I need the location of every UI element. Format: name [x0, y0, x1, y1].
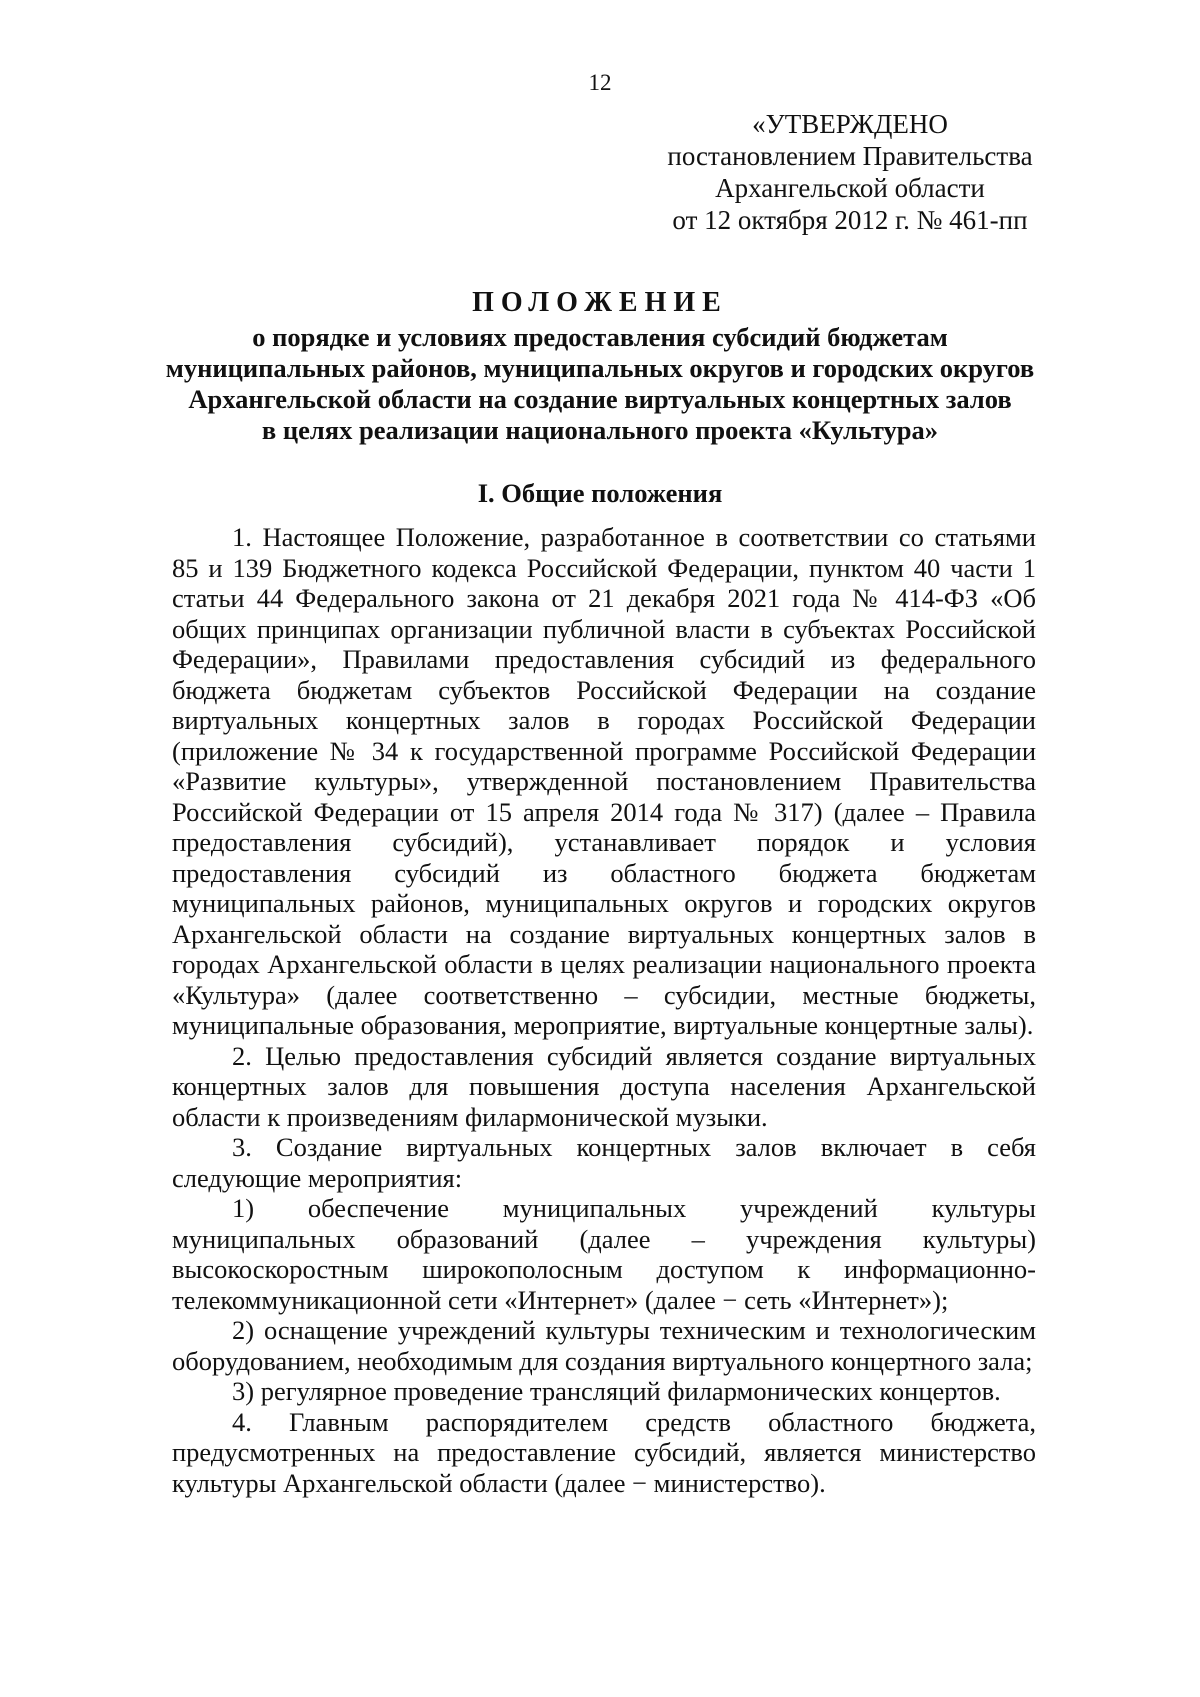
paragraph-3: 3. Создание виртуальных концертных залов включает в себя следующие мероприятия:	[172, 1132, 1036, 1193]
paragraph-2: 2. Целью предоставления субсидий является создание виртуальных концертных залов для повышения доступа населения Архангельской области к произведениям филармонической музыки.	[172, 1040, 1036, 1132]
approval-line: постановлением Правительства	[667, 141, 1033, 171]
subtitle-line: Архангельской области на создание виртуальных концертных залов	[188, 384, 1012, 414]
paragraph-3-item-1: 1) обеспечение муниципальных учреждений культуры муниципальных образований (далее – учреждения культуры) высокоскоростным широкополосным доступом к информационно-телекоммуникационной сети «Интернет» (далее − сеть «Интернет»);	[172, 1193, 1036, 1315]
document-subtitle	[150, 322, 1050, 446]
approval-stamp	[640, 108, 1060, 236]
approval-line: «УТВЕРЖДЕНО	[752, 109, 948, 139]
approval-line: Архангельской области	[715, 173, 985, 203]
approval-line: от 12 октября 2012 г. № 461-пп	[672, 205, 1028, 235]
paragraph-1: 1. Настоящее Положение, разработанное в соответствии со статьями 85 и 139 Бюджетного кодекса Российской Федерации, пунктом 40 части 1 статьи 44 Федерального закона от 21 декабря 2021 года № 414-ФЗ «Об общих принципах организации публичной власти в субъектах Российской Федерации», Правилами предоставления субсидий из федерального бюджета бюджетам субъектов Российской Федерации на создание виртуальных концертных залов в городах Российской Федерации (приложение № 34 к государственной программе Российской Федерации «Развитие культуры», утвержденной постановлением Правительства Российской Федерации от 15 апреля 2014 года № 317) (далее – Правила предоставления субсидий), устанавливает порядок и условия предоставления субсидий из областного бюджета бюджетам муниципальных районов, муниципальных округов и городских округов Архангельской области на создание виртуальных концертных залов в городах Архангельской области в целях реализации национального проекта «Культура» (далее соответственно – субсидии, местные бюджеты, муниципальные образования, мероприятие, виртуальные концертные залы).	[172, 522, 1036, 1040]
paragraph-4: 4. Главным распорядителем средств областного бюджета, предусмотренных на предоставление субсидий, является министерство культуры Архангельской области (далее − министерство).	[172, 1406, 1036, 1498]
subtitle-line: о порядке и условиях предоставления субсидий бюджетам	[252, 322, 948, 352]
paragraph-3-item-3: 3) регулярное проведение трансляций филармонических концертов.	[232, 1376, 1001, 1406]
subtitle-line: в целях реализации национального проекта «Культура»	[261, 415, 939, 445]
paragraph-3-item-2: 2) оснащение учреждений культуры техническим и технологическим оборудованием, необходимым для создания виртуального концертного зала;	[172, 1315, 1036, 1376]
section-heading: I. Общие положения	[477, 478, 723, 508]
page-number: 12	[588, 70, 612, 95]
document-body	[172, 522, 1036, 1498]
subtitle-line: муниципальных районов, муниципальных округов и городских округов	[165, 353, 1035, 383]
document-title: ПОЛОЖЕНИЕ	[472, 287, 728, 318]
